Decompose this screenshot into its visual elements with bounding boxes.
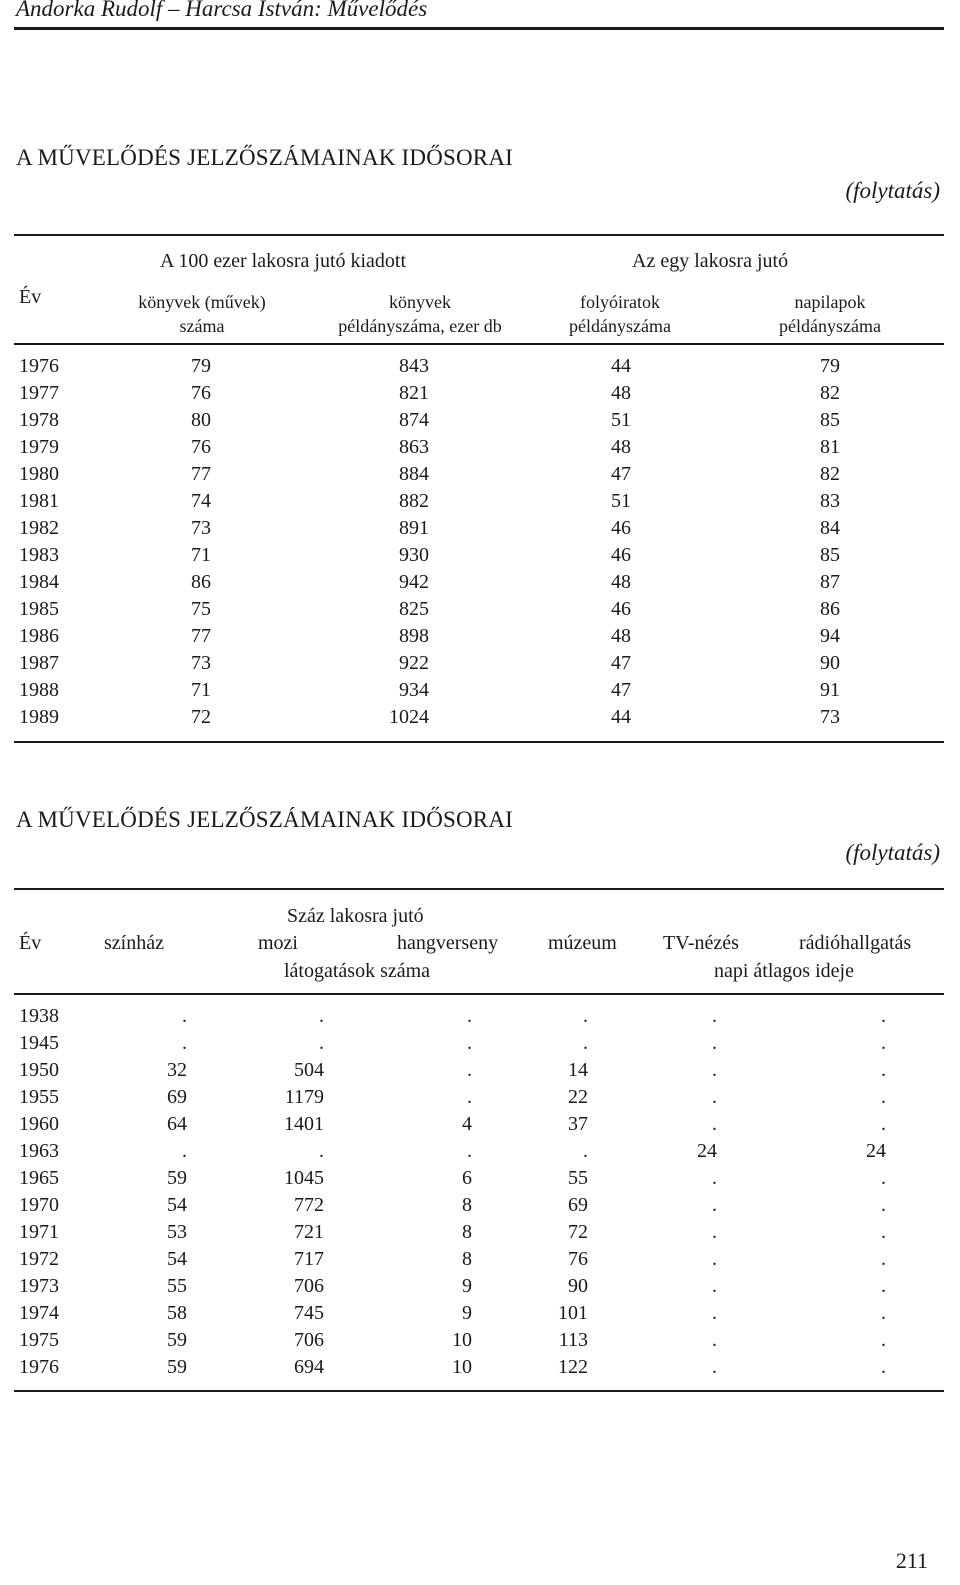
table2-cell-c1: 55 [167, 1275, 187, 1297]
table1-col1-line1: könyvek (művek) [138, 292, 266, 312]
table1-col2-line2: példányszáma, ezer db [338, 316, 502, 336]
table2-group2-sub: napi átlagos ideje [714, 960, 854, 982]
table2-row [0, 1302, 960, 1329]
table1-cell-c1: 76 [191, 382, 211, 404]
table2-cell-c1: 59 [167, 1167, 187, 1189]
table2-cell-c1: 64 [167, 1113, 187, 1135]
table1-cell-c1: 76 [191, 436, 211, 458]
table1-cell-c4: 82 [820, 382, 840, 404]
table1-cell-c1: 72 [191, 706, 211, 728]
table1-row [0, 598, 960, 625]
table2-row [0, 1356, 960, 1383]
table2-cell-c6: . [881, 1302, 886, 1324]
table2-cell-c4: 122 [558, 1356, 588, 1378]
table2-year-cell: 1938 [19, 1005, 59, 1027]
table2-cell-c4: 14 [568, 1059, 588, 1081]
table1-title: A MŰVELŐDÉS JELZŐSZÁMAINAK IDŐSORAI [16, 145, 514, 170]
table1-cell-c3: 46 [611, 544, 631, 566]
table1-col1-line2: száma [179, 316, 225, 336]
table2-cell-c6: . [881, 1113, 886, 1135]
table1-cell-c1: 71 [191, 544, 211, 566]
table2-bottom-rule [14, 1390, 944, 1392]
table1-col-header-3 [550, 290, 690, 338]
table2-year-cell: 1973 [19, 1275, 59, 1297]
table2-cell-c4: 69 [568, 1194, 588, 1216]
table2-cell-c2: 706 [294, 1275, 324, 1297]
table1-col4-line1: napilapok [794, 292, 866, 312]
running-head: Andorka Rudolf – Harcsa István: Művelődés [16, 0, 428, 21]
table2-year-cell: 1976 [19, 1356, 59, 1378]
table2-cell-c6: . [881, 1086, 886, 1108]
table1-cell-c3: 46 [611, 598, 631, 620]
table1-year-header: Év [19, 286, 42, 308]
table1-cell-c4: 73 [820, 706, 840, 728]
table2-cell-c1: 54 [167, 1194, 187, 1216]
table2-cell-c4: . [583, 1005, 588, 1027]
table1-continuation: (folytatás) [845, 178, 940, 203]
table1-header-rule [14, 343, 944, 345]
table2-row [0, 1032, 960, 1059]
table1-top-rule [14, 234, 944, 236]
table2-cell-c5: . [712, 1059, 717, 1081]
table2-cell-c3: 9 [462, 1302, 472, 1324]
table2-cell-c6: . [881, 1059, 886, 1081]
table1-row [0, 382, 960, 409]
table2-cell-c5: 24 [697, 1140, 717, 1162]
table2-cell-c6: 24 [866, 1140, 886, 1162]
table2-cell-c6: . [881, 1194, 886, 1216]
table2-row [0, 1140, 960, 1167]
table1-year-cell: 1981 [19, 490, 59, 512]
table1-col-header-4 [760, 290, 900, 338]
table2-cell-c2: 745 [294, 1302, 324, 1324]
table1-cell-c4: 91 [820, 679, 840, 701]
table1-cell-c2: 863 [399, 436, 429, 458]
table1-col3-line2: példányszáma [569, 316, 671, 336]
table1-cell-c2: 821 [399, 382, 429, 404]
table2-cell-c3: 10 [452, 1356, 472, 1378]
table1-row [0, 544, 960, 571]
table1-cell-c2: 898 [399, 625, 429, 647]
table1-cell-c4: 85 [820, 544, 840, 566]
table1-cell-c2: 922 [399, 652, 429, 674]
table1-cell-c1: 74 [191, 490, 211, 512]
table2-cell-c4: 101 [558, 1302, 588, 1324]
table2-col-header-muzeum: múzeum [548, 932, 617, 954]
table2-col-header-tv: TV-nézés [663, 932, 739, 954]
table2-row [0, 1248, 960, 1275]
table2-row [0, 1329, 960, 1356]
table2-cell-c3: 9 [462, 1275, 472, 1297]
table1-cell-c1: 75 [191, 598, 211, 620]
table2-cell-c1: . [182, 1032, 187, 1054]
table1-cell-c2: 882 [399, 490, 429, 512]
table2-cell-c3: . [467, 1086, 472, 1108]
table1-cell-c3: 48 [611, 436, 631, 458]
table2-cell-c2: 772 [294, 1194, 324, 1216]
table1-cell-c3: 47 [611, 679, 631, 701]
table2-year-cell: 1955 [19, 1086, 59, 1108]
table1-cell-c4: 94 [820, 625, 840, 647]
table1-cell-c2: 874 [399, 409, 429, 431]
table2-cell-c4: 72 [568, 1221, 588, 1243]
table2-cell-c4: 22 [568, 1086, 588, 1108]
table2-cell-c4: 90 [568, 1275, 588, 1297]
table2-cell-c6: . [881, 1356, 886, 1378]
table2-cell-c3: . [467, 1140, 472, 1162]
table1-cell-c3: 47 [611, 463, 631, 485]
table1-year-cell: 1977 [19, 382, 59, 404]
table2-cell-c5: . [712, 1113, 717, 1135]
table1-cell-c3: 51 [611, 490, 631, 512]
table1-cell-c3: 48 [611, 382, 631, 404]
table2-cell-c1: 59 [167, 1329, 187, 1351]
table1-group2-header: Az egy lakosra jutó [632, 250, 789, 272]
table1-year-cell: 1976 [19, 355, 59, 377]
table2-cell-c6: . [881, 1221, 886, 1243]
table2-col-header-mozi: mozi [258, 932, 298, 954]
table1-cell-c4: 85 [820, 409, 840, 431]
table2-cell-c3: . [467, 1032, 472, 1054]
table1-year-cell: 1980 [19, 463, 59, 485]
table2-year-header: Év [19, 932, 42, 954]
table2-cell-c6: . [881, 1005, 886, 1027]
table2-year-cell: 1965 [19, 1167, 59, 1189]
table1-cell-c1: 73 [191, 517, 211, 539]
table1-cell-c2: 891 [399, 517, 429, 539]
table1-cell-c3: 51 [611, 409, 631, 431]
table2-cell-c4: . [583, 1032, 588, 1054]
table2-cell-c1: 59 [167, 1356, 187, 1378]
table1-cell-c2: 1024 [389, 706, 429, 728]
table1-col-header-2 [300, 290, 540, 338]
table1-cell-c1: 80 [191, 409, 211, 431]
table2-cell-c2: 504 [294, 1059, 324, 1081]
table2-cell-c5: . [712, 1032, 717, 1054]
table2-col-header-szinhaz: színház [104, 932, 164, 954]
table2-cell-c4: . [583, 1140, 588, 1162]
table2-cell-c1: 53 [167, 1221, 187, 1243]
table2-cell-c5: . [712, 1005, 717, 1027]
table1-col4-line2: példányszáma [779, 316, 881, 336]
table1-cell-c1: 86 [191, 571, 211, 593]
table1-year-cell: 1988 [19, 679, 59, 701]
table2-cell-c3: . [467, 1059, 472, 1081]
table2-continuation: (folytatás) [845, 840, 940, 865]
table1-cell-c2: 934 [399, 679, 429, 701]
table2-row [0, 1275, 960, 1302]
table1-row [0, 652, 960, 679]
table2-cell-c3: 8 [462, 1221, 472, 1243]
table2-row [0, 1005, 960, 1032]
table1-row [0, 463, 960, 490]
table2-top-rule [14, 888, 944, 890]
table1-year-cell: 1986 [19, 625, 59, 647]
table2-cell-c1: 58 [167, 1302, 187, 1324]
table2-year-cell: 1945 [19, 1032, 59, 1054]
table1-cell-c4: 79 [820, 355, 840, 377]
table2-col-header-radio: rádióhallgatás [799, 932, 912, 954]
table2-year-cell: 1970 [19, 1194, 59, 1216]
table1-col-header-1 [112, 290, 292, 338]
table1-year-cell: 1978 [19, 409, 59, 431]
table1-cell-c3: 44 [611, 355, 631, 377]
table2-group1-sub: látogatások száma [284, 960, 431, 982]
table2-cell-c3: 4 [462, 1113, 472, 1135]
table1-row [0, 517, 960, 544]
table2-cell-c5: . [712, 1167, 717, 1189]
table2-cell-c6: . [881, 1248, 886, 1270]
table2-cell-c1: 69 [167, 1086, 187, 1108]
table2-cell-c1: . [182, 1140, 187, 1162]
table2-cell-c5: . [712, 1329, 717, 1351]
table2-year-cell: 1974 [19, 1302, 59, 1324]
table2-col-header-hangverseny: hangverseny [397, 932, 499, 954]
table2-cell-c2: 717 [294, 1248, 324, 1270]
table2-cell-c6: . [881, 1167, 886, 1189]
table2-cell-c6: . [881, 1032, 886, 1054]
table2-cell-c5: . [712, 1356, 717, 1378]
table1-year-cell: 1985 [19, 598, 59, 620]
table2-cell-c5: . [712, 1275, 717, 1297]
table1-cell-c2: 843 [399, 355, 429, 377]
table2-cell-c5: . [712, 1086, 717, 1108]
table1-group1-header: A 100 ezer lakosra jutó kiadott [160, 250, 407, 272]
table2-cell-c3: 6 [462, 1167, 472, 1189]
table2-cell-c2: . [319, 1032, 324, 1054]
table2-cell-c4: 113 [558, 1329, 588, 1351]
table1-year-cell: 1983 [19, 544, 59, 566]
table2-row [0, 1221, 960, 1248]
table1-row [0, 355, 960, 382]
table2-cell-c1: 32 [167, 1059, 187, 1081]
table2-cell-c2: . [319, 1140, 324, 1162]
table1-year-cell: 1989 [19, 706, 59, 728]
table1-bottom-rule [14, 741, 944, 743]
table1-row [0, 706, 960, 733]
table1-year-cell: 1982 [19, 517, 59, 539]
table1-cell-c4: 83 [820, 490, 840, 512]
table1-cell-c2: 942 [399, 571, 429, 593]
table1-cell-c4: 82 [820, 463, 840, 485]
table2-header-rule [14, 993, 944, 995]
table1-cell-c4: 84 [820, 517, 840, 539]
table1-cell-c2: 825 [399, 598, 429, 620]
table2-cell-c5: . [712, 1248, 717, 1270]
table2-cell-c2: 694 [294, 1356, 324, 1378]
table1-cell-c1: 79 [191, 355, 211, 377]
table1-year-cell: 1979 [19, 436, 59, 458]
table1-cell-c3: 48 [611, 571, 631, 593]
table2-year-cell: 1960 [19, 1113, 59, 1135]
page-number: 211 [895, 1548, 928, 1573]
table1-cell-c2: 930 [399, 544, 429, 566]
table2-cell-c2: 1179 [284, 1086, 324, 1108]
table2-year-cell: 1972 [19, 1248, 59, 1270]
table1-cell-c4: 90 [820, 652, 840, 674]
table2-row [0, 1086, 960, 1113]
table1-cell-c4: 81 [820, 436, 840, 458]
table1-cell-c3: 48 [611, 625, 631, 647]
table2-cell-c4: 37 [568, 1113, 588, 1135]
table2-year-cell: 1975 [19, 1329, 59, 1351]
table1-cell-c3: 44 [611, 706, 631, 728]
table2-cell-c4: 55 [568, 1167, 588, 1189]
table2-year-cell: 1950 [19, 1059, 59, 1081]
table2-cell-c6: . [881, 1329, 886, 1351]
table1-cell-c3: 46 [611, 517, 631, 539]
table2-cell-c3: . [467, 1005, 472, 1027]
table1-cell-c4: 87 [820, 571, 840, 593]
table1-cell-c4: 86 [820, 598, 840, 620]
table1-col3-line1: folyóiratok [580, 292, 660, 312]
table2-cell-c1: . [182, 1005, 187, 1027]
table2-row [0, 1167, 960, 1194]
table2-row [0, 1194, 960, 1221]
table2-cell-c2: 706 [294, 1329, 324, 1351]
table1-row [0, 409, 960, 436]
table2-cell-c3: 8 [462, 1248, 472, 1270]
table1-row [0, 436, 960, 463]
table1-cell-c1: 73 [191, 652, 211, 674]
header-rule [14, 27, 944, 30]
table2-cell-c1: 54 [167, 1248, 187, 1270]
table2-year-cell: 1963 [19, 1140, 59, 1162]
table2-row [0, 1059, 960, 1086]
table2-cell-c6: . [881, 1275, 886, 1297]
table2-cell-c3: 10 [452, 1329, 472, 1351]
table2-title: A MŰVELŐDÉS JELZŐSZÁMAINAK IDŐSORAI [16, 807, 514, 832]
table1-row [0, 571, 960, 598]
table2-group1-header: Száz lakosra jutó [287, 905, 424, 927]
table2-cell-c5: . [712, 1194, 717, 1216]
table1-year-cell: 1987 [19, 652, 59, 674]
table2-cell-c2: 1401 [284, 1113, 324, 1135]
table1-row [0, 625, 960, 652]
table1-col2-line1: könyvek [389, 292, 451, 312]
table1-row [0, 490, 960, 517]
table2-row [0, 1113, 960, 1140]
table1-cell-c1: 71 [191, 679, 211, 701]
table2-cell-c5: . [712, 1221, 717, 1243]
table1-cell-c1: 77 [191, 463, 211, 485]
table2-cell-c3: 8 [462, 1194, 472, 1216]
table2-cell-c5: . [712, 1302, 717, 1324]
table2-cell-c4: 76 [568, 1248, 588, 1270]
table1-cell-c1: 77 [191, 625, 211, 647]
table1-cell-c3: 47 [611, 652, 631, 674]
table1-cell-c2: 884 [399, 463, 429, 485]
table2-cell-c2: 721 [294, 1221, 324, 1243]
table1-year-cell: 1984 [19, 571, 59, 593]
table2-cell-c2: 1045 [284, 1167, 324, 1189]
table1-row [0, 679, 960, 706]
table2-cell-c2: . [319, 1005, 324, 1027]
table2-year-cell: 1971 [19, 1221, 59, 1243]
